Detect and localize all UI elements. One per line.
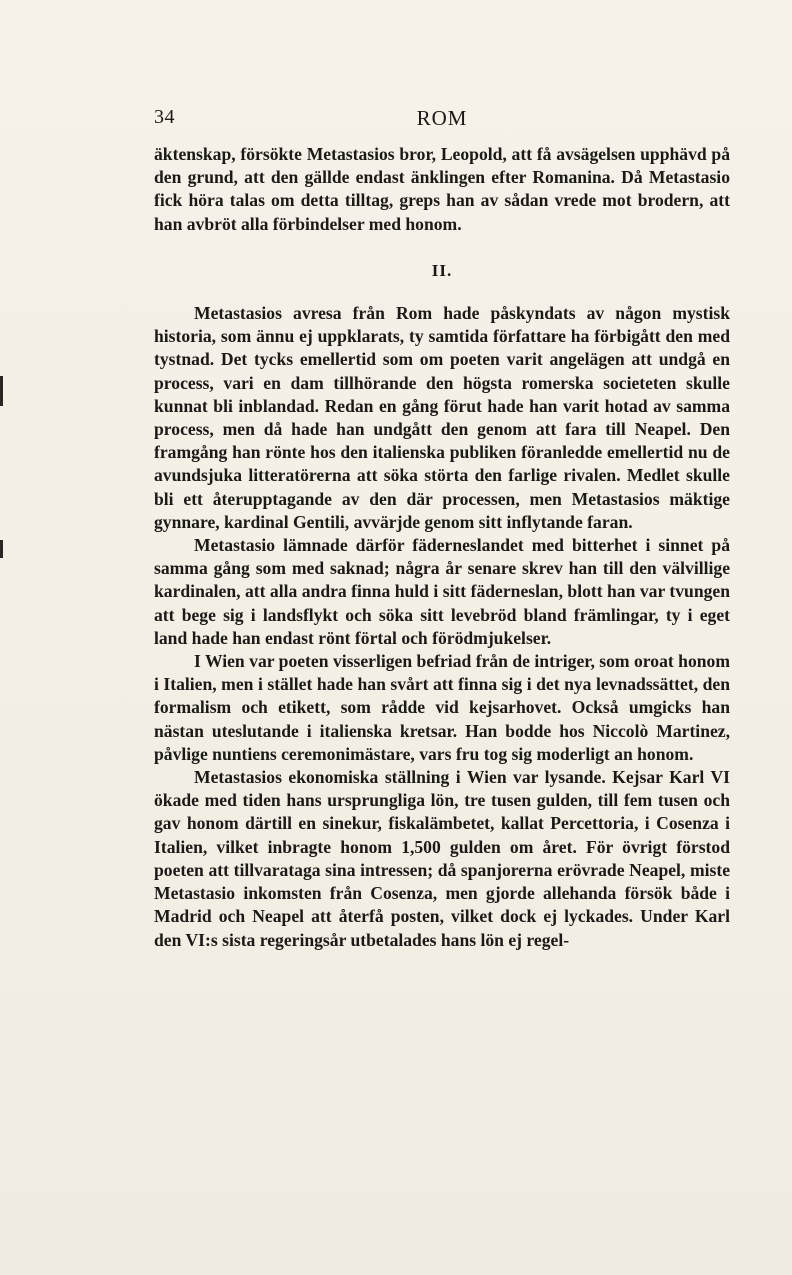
paragraph: äktenskap, försökte Metastasios bror, Leopold, att få avsägelsen upphävd på den grund, att den gällde endast änklingen efter Romanina. Då Metastasio fick höra talas om detta tilltag, greps han av sådan vrede mot brodern, att han avbröt alla förbindelser med honom. [154, 144, 730, 234]
section-heading: II. [431, 260, 453, 280]
scan-edge-mark [0, 376, 3, 406]
paragraph: Metastasios avresa från Rom hade påskyndats av någon mystisk historia, som ännu ej uppklarats, ty samtida författare ha förbigått den med tystnad. Det tycks emellertid som om poeten varit angelägen att undgå en process, vari en dam tillhörande den högsta romerska societeten skulle kunnat bli inblandad. Redan en gång förut hade han varit hotad av samma process, men då hade han undgått den genom att fara till Neapel. Den framgång han rönte hos den italienska publiken föranledde emellertid nu de avundsjuka litteratörerna att söka störta den farlige rivalen. Medlet skulle bli ett återupptagande av den där processen, men Metastasios mäktige gynnare, kardinal Gentili, avvärjde genom sitt inflytande faran. [154, 303, 730, 532]
body-text [154, 143, 730, 952]
running-head [154, 106, 730, 136]
page-number: 34 [154, 106, 175, 128]
paragraph: Metastasios ekonomiska ställning i Wien var lysande. Kejsar Karl VI ökade med tiden hans ursprungliga lön, tre tusen gulden, till fem tusen och gav honom därtill en sinekur, fiskalämbetet, kallat Percettoria, i Cosenza i Italien, vilket inbragte honom 1,500 gulden om året. För övrigt förstod poeten att tillvarataga sina intressen; då spanjorerna erövrade Neapel, miste Metastasio inkomsten från Cosenza, men gjorde allehanda försök både i Madrid och Neapel att återfå posten, vilket dock ej lyckades. Under Karl den VI:s sista regeringsår utbetalades hans lön ej regel- [154, 767, 730, 950]
paragraph: I Wien var poeten visserligen befriad från de intriger, som oroat honom i Italien, men i stället hade han svårt att finna sig i det nya levnadssättet, den formalism och etikett, som rådde vid kejsarhovet. Också umgicks han nästan uteslutande i italienska kretsar. Han bodde hos Niccolò Martinez, påvlige nuntiens ceremonimästare, vars fru tog sig moderligt an honom. [154, 651, 730, 764]
running-title: ROM [416, 106, 468, 130]
scan-edge-mark [0, 540, 3, 558]
paragraph: Metastasio lämnade därför fäderneslandet med bitterhet i sinnet på samma gång som med saknad; några år senare skrev han till den välvillige kardinalen, att alla andra finna huld i sitt fäderneslan, blott han var tvungen att bege sig i landsflykt och söka sitt levebröd bland främlingar, ty i eget land hade han endast rönt förtal och förödmjukelser. [154, 535, 730, 648]
